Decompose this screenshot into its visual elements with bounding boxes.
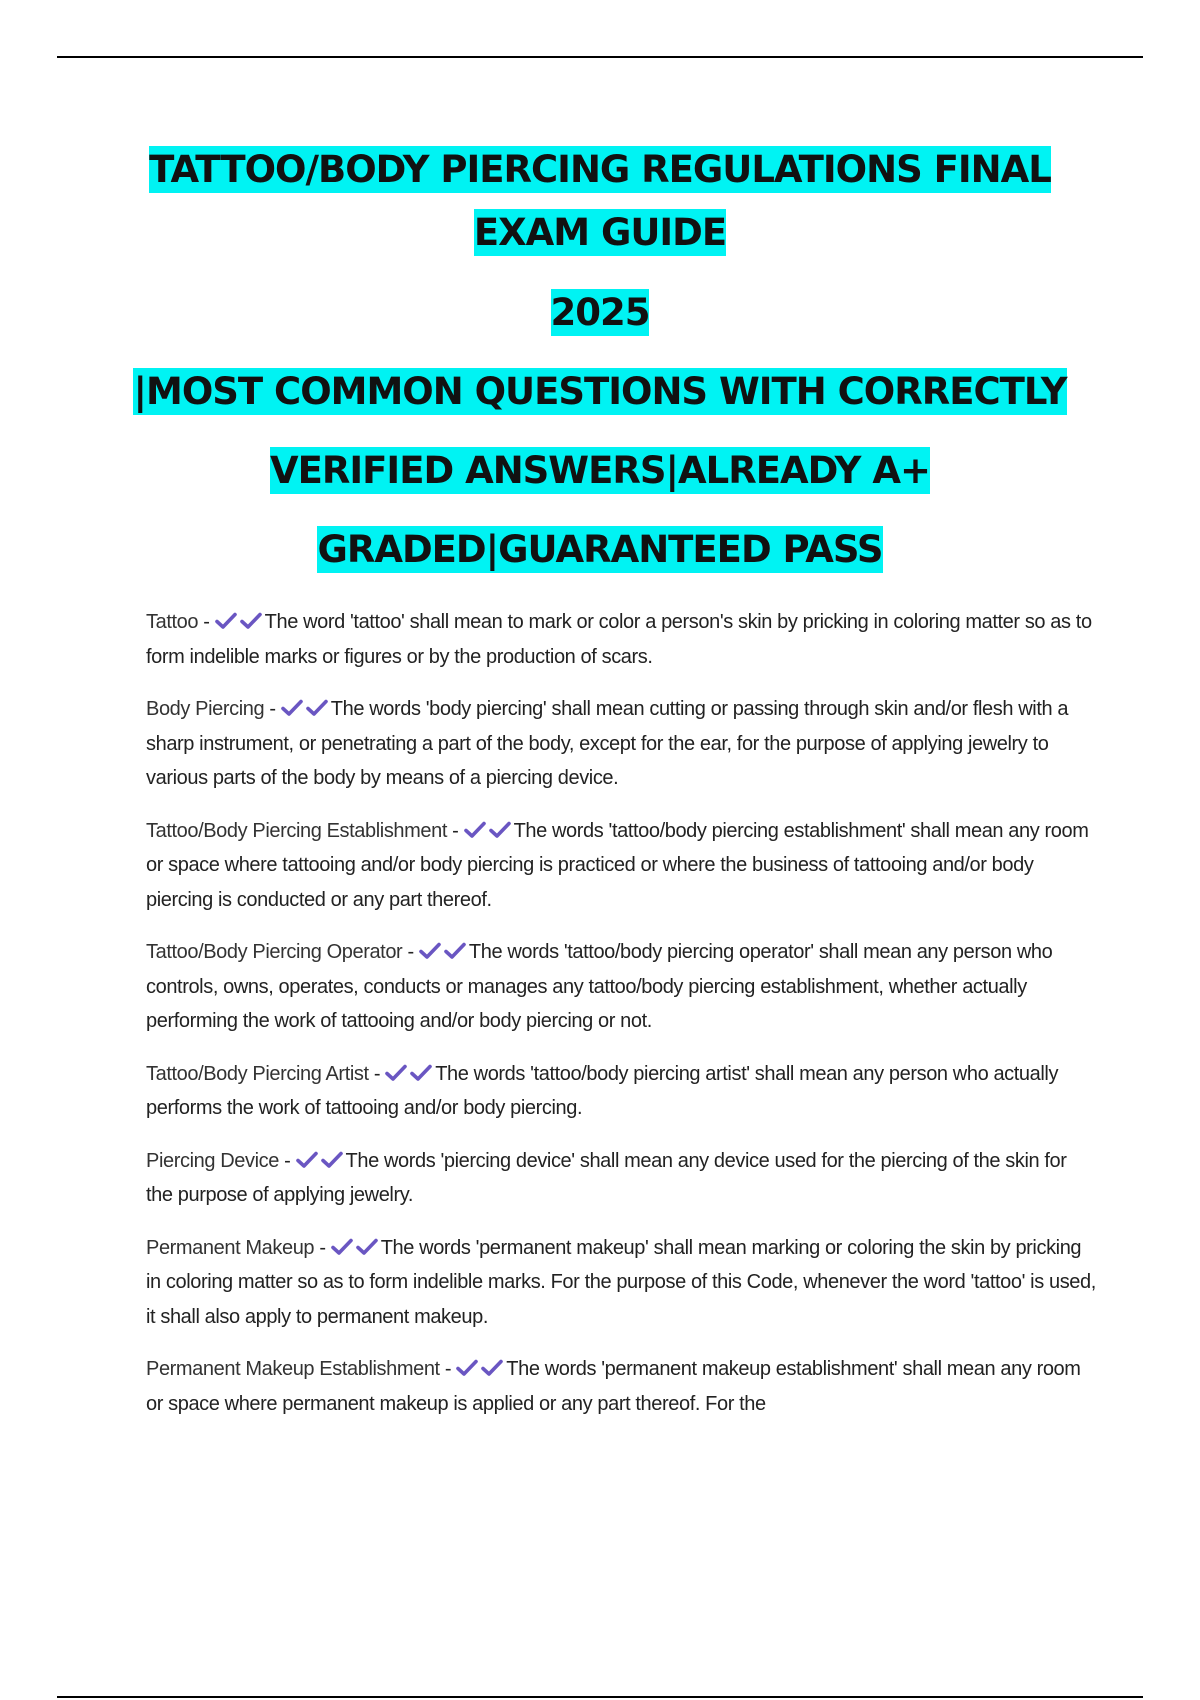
definition-entry: [146, 1352, 1096, 1421]
definition-term: Tattoo/Body Piercing Artist: [146, 1062, 369, 1085]
term-separator: -: [198, 611, 215, 633]
definition-entry: [146, 1057, 1096, 1126]
definition-entry: [146, 1144, 1096, 1213]
definition-text: The words 'tattoo/body piercing artist' shall mean any person who actually performs the work of tattooing and/or body piercing.: [146, 1062, 1059, 1119]
definition-entry: [146, 935, 1096, 1039]
checkmark-icon: [296, 1151, 321, 1169]
bottom-rule: [57, 1696, 1143, 1698]
definition-text: The words 'body piercing' shall mean cutting or passing through skin and/or flesh with a sharp instrument, or penetrating a part of the body, except for the ear, for the purpose of applying jewelry to various parts of the body by means of a piercing device.: [146, 698, 1069, 789]
definition-entry: [146, 1231, 1096, 1335]
checkmark-icon: [321, 1151, 346, 1169]
checkmark-icon: [456, 1359, 481, 1377]
top-rule: [57, 56, 1143, 58]
term-separator: -: [439, 1358, 457, 1380]
checkmark-icon: [481, 1359, 506, 1377]
term-separator: -: [278, 1149, 296, 1172]
definition-term: Tattoo: [146, 611, 199, 633]
title-line: TATTOO/BODY PIERCING REGULATIONS FINAL: [149, 148, 1051, 191]
definition-text: The words 'permanent makeup' shall mean marking or coloring the skin by pricking in coloring matter so as to form indelible marks. For the purpose of this Code, whenever the word 'tattoo' is used, it shall also apply to permanent makeup.: [146, 1236, 1096, 1328]
definition-text: The words 'tattoo/body piercing establishment' shall mean any room or space where tattooing and/or body piercing is practiced or where the business of tattooing and/or body piercing is conducted or any part thereof.: [146, 819, 1089, 911]
title-line: GRADED|GUARANTEED PASS: [317, 528, 883, 571]
title-line: VERIFIED ANSWERS|ALREADY A+: [269, 449, 930, 492]
term-separator: -: [368, 1062, 386, 1085]
term-separator: -: [447, 819, 464, 842]
definition-term: Piercing Device: [146, 1149, 279, 1172]
term-separator: -: [264, 698, 281, 720]
checkmark-icon: [356, 1238, 381, 1256]
document-title: [0, 148, 1200, 588]
definition-text: The words 'tattoo/body piercing operator' shall mean any person who controls, owns, operates, conducts or manages any tattoo/body piercing establishment, whether actually performing the work of tattooing and/or body piercing or not.: [146, 941, 1053, 1032]
definition-text: The words 'piercing device' shall mean any device used for the piercing of the skin for the purpose of applying jewelry.: [146, 1149, 1067, 1206]
definition-term: Permanent Makeup Establishment: [146, 1358, 440, 1380]
title-line: |MOST COMMON QUESTIONS WITH CORRECTLY: [133, 370, 1067, 413]
title-line: EXAM GUIDE: [473, 211, 727, 254]
term-separator: -: [402, 941, 419, 963]
checkmark-icon: [281, 699, 306, 717]
checkmark-icon: [489, 821, 514, 839]
definition-term: Tattoo/Body Piercing Establishment: [146, 819, 448, 842]
definition-term: Tattoo/Body Piercing Operator: [146, 941, 403, 963]
checkmark-icon: [385, 1064, 410, 1082]
checkmark-icon: [215, 612, 240, 630]
checkmark-icon: [240, 612, 265, 630]
definition-entry: [146, 605, 1096, 674]
definition-entry: [146, 692, 1096, 796]
definition-term: Permanent Makeup: [146, 1236, 315, 1259]
checkmark-icon: [331, 1238, 356, 1256]
definition-text: The words 'permanent makeup establishment' shall mean any room or space where permanent makeup is applied or any part thereof. For the: [146, 1358, 1081, 1415]
checkmark-icon: [306, 699, 331, 717]
definition-text: The word 'tattoo' shall mean to mark or color a person's skin by pricking in coloring matter so as to form indelible marks or figures or by the production of scars.: [146, 611, 1092, 668]
title-line: 2025: [550, 291, 650, 334]
term-separator: -: [314, 1236, 331, 1259]
checkmark-icon: [444, 942, 469, 960]
definition-list: [146, 605, 1096, 1439]
checkmark-icon: [464, 821, 489, 839]
definition-term: Body Piercing: [146, 698, 265, 720]
checkmark-icon: [419, 942, 444, 960]
definition-entry: [146, 814, 1096, 918]
checkmark-icon: [410, 1064, 435, 1082]
